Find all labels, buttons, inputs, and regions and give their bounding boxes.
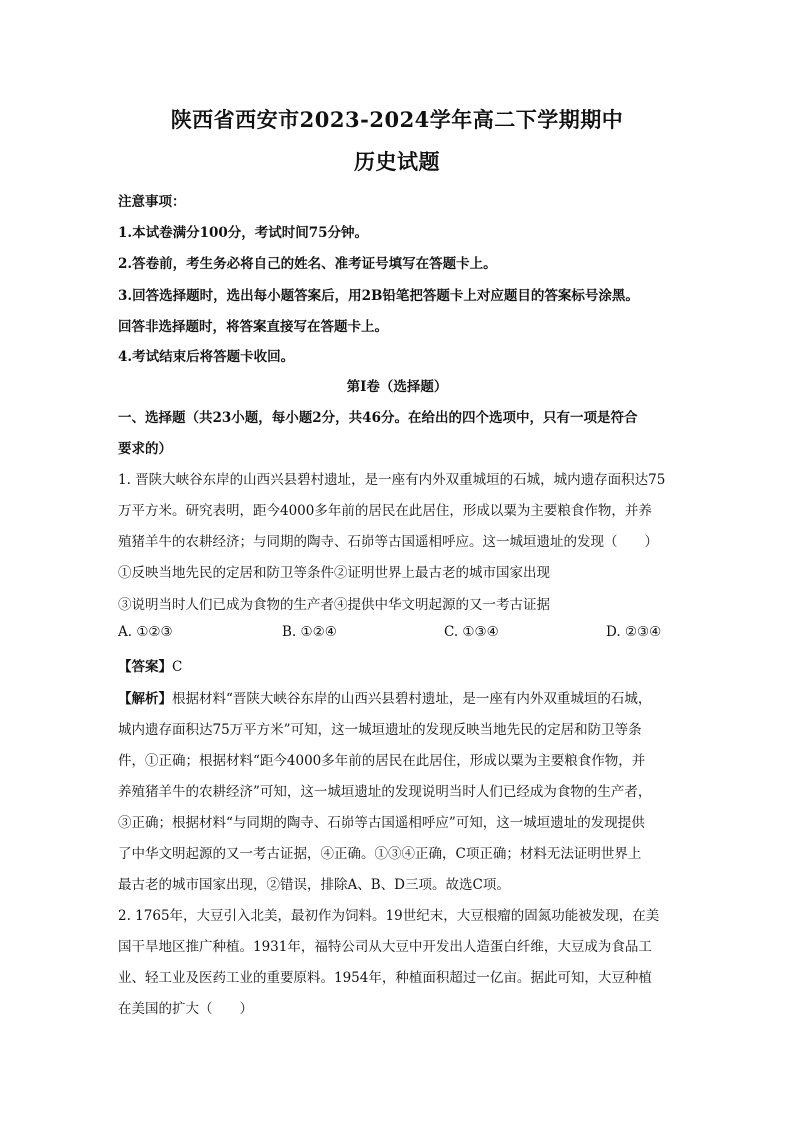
notice-item: 2.答卷前，考生务必将自己的姓名、准考证号填写在答题卡上。: [118, 256, 497, 272]
notice-item: 3.回答选择题时，选出每小题答案后，用2B铅笔把答题卡上对应题目的答案标号涂黑。: [118, 288, 639, 304]
section-instruction: 一、选择题（共23小题，每小题2分，共46分。在给出的四个选项中，只有一项是符合: [118, 410, 638, 426]
q1-analysis-line: 了中华文明起源的又一考古证据，④正确。①③④正确，C项正确；材料无法证明世界上: [118, 846, 642, 862]
q1-analysis-line: 件，①正确；根据材料“距今4000多年前的居民在此居住，形成以粟为主要粮食作物，并: [118, 753, 646, 769]
q1-analysis-line: [118, 687, 651, 707]
q2-stem-line: 业、轻工业及医药工业的重要原料。1954年，种植面积超过一亿亩。据此可知，大豆种植: [118, 970, 652, 986]
analysis-text: 根据材料“晋陕大峡谷东岸的山西兴县碧村遗址，是一座有内外双重城垣的石城，: [172, 691, 652, 707]
volume-heading: 第I卷（选择题）: [346, 379, 448, 395]
q1-analysis-line: ③正确；根据材料“与同期的陶寺、石峁等古国遥相呼应”可知，这一城垣遗址的发现提供: [118, 815, 645, 831]
q1-stem-line: 万平方米。研究表明，距今4000多年前的居民在此居住，形成以粟为主要粮食作物，并养: [118, 503, 652, 519]
exam-title: 陕西省西安市2023-2024学年高二下学期期中: [170, 107, 624, 132]
exam-subtitle: 历史试题: [354, 149, 440, 174]
q1-analysis-line: 最古老的城市国家出现，②错误，排除A、B、D三项。故选C项。: [118, 877, 510, 893]
q1-option-d: D. ②③④: [606, 624, 662, 640]
answer-label: 【答案】: [118, 659, 172, 675]
q1-option-c: C. ①③④: [444, 624, 499, 640]
q1-analysis-line: 城内遗存面积达75万平方米”可知，这一城垣遗址的发现反映当地先民的定居和防卫等条: [118, 722, 642, 738]
notice-item: 回答非选择题时，将答案直接写在答题卡上。: [118, 319, 388, 335]
analysis-label: 【解析】: [118, 691, 172, 707]
answer-value: C: [172, 659, 183, 675]
q1-option-b: B. ①②④: [282, 624, 337, 640]
section-instruction-cont: 要求的）: [118, 441, 172, 457]
notice-item: 1.本试卷满分100分，考试时间75分钟。: [118, 225, 369, 241]
q2-stem-line: 2. 1765年，大豆引入北美，最初作为饲料。19世纪末，大豆根瘤的固氮功能被发现，在美: [118, 908, 660, 924]
q1-answer: [118, 655, 182, 675]
notice-item: 4.考试结束后将答题卡收回。: [118, 349, 295, 365]
q1-statement: ③说明当时人们已成为食物的生产者④提供中华文明起源的又一考古证据: [118, 597, 550, 613]
notice-heading: 注意事项：: [118, 194, 186, 210]
q2-stem-line: 在美国的扩大（ ）: [118, 1001, 253, 1017]
q1-analysis-line: 养殖猪羊牛的农耕经济”可知，这一城垣遗址的发现说明当时人们已经成为食物的生产者，: [118, 784, 652, 800]
q1-option-a: A. ①②③: [118, 624, 173, 640]
q1-stem-line: 殖猪羊牛的农耕经济；与同期的陶寺、石峁等古国遥相呼应。这一城垣遗址的发现（ ）: [118, 534, 658, 550]
q1-stem-line: 1. 晋陕大峡谷东岸的山西兴县碧村遗址，是一座有内外双重城垣的石城，城内遗存面积达75: [118, 472, 666, 488]
q1-statement: ①反映当地先民的定居和防卫等条件②证明世界上最古老的城市国家出现: [118, 565, 550, 581]
q2-stem-line: 国干旱地区推广种植。1931年，福特公司从大豆中开发出人造蛋白纤维，大豆成为食品工: [118, 939, 652, 955]
